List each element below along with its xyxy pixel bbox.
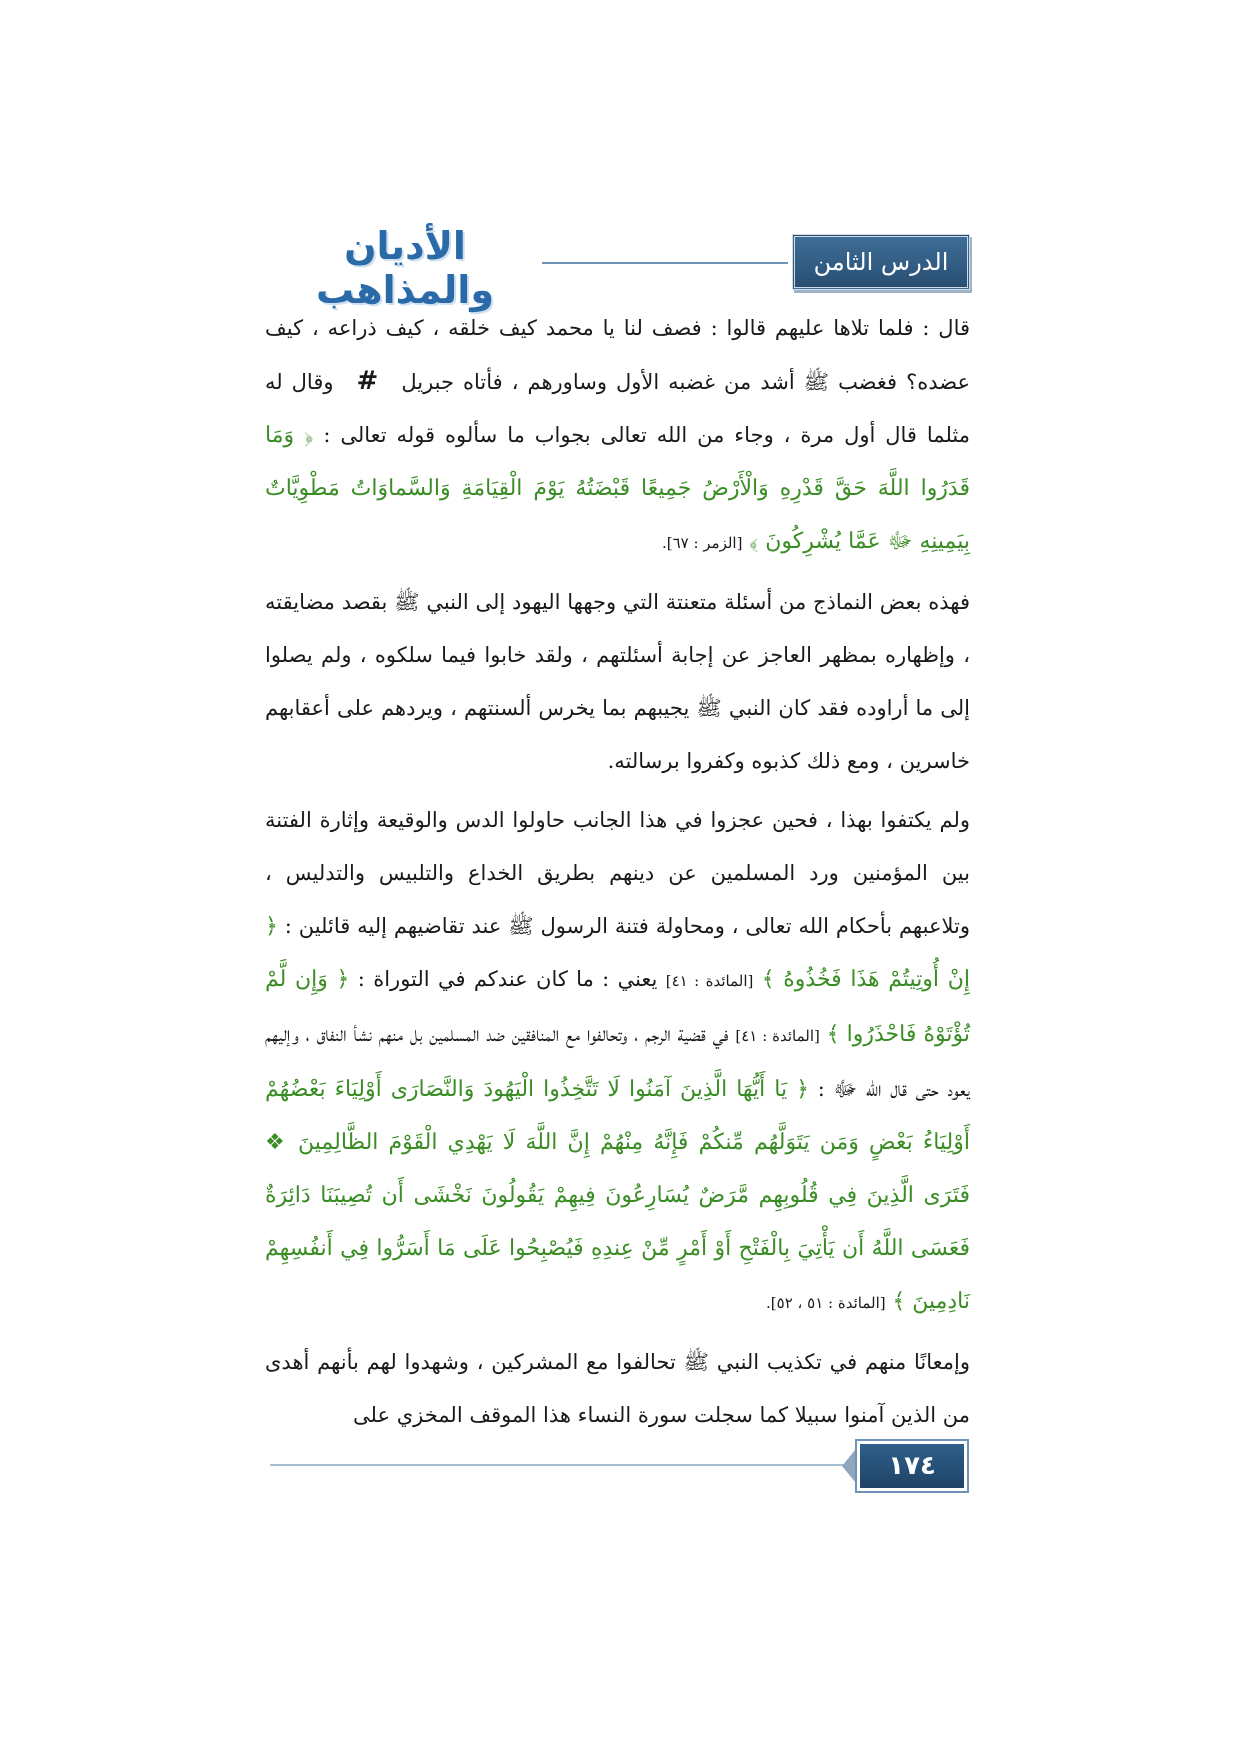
page-number-tab [842,1444,860,1488]
paragraph-text: في قضية الرجم ، وتحالفوا مع المنافقين ضد المسلمين بل منهم نشأ النفاق ، وإليهم يعود حتى قال الله ﷻ : [265,1022,970,1101]
book-title: الأديان والمذاهب [316,224,494,312]
paragraph-text: قال : فلما تلاها عليهم قالوا : فصف لنا يا محمد كيف خلقه ، كيف ذراعه ، كيف عضده؟ فغضب ﷺ أشد من غضبه الأول وساورهم ، فأتاه جبريل [265,316,970,394]
paragraph-3 [265,794,970,1330]
paragraph-2 [265,576,970,788]
page-body [265,302,970,1448]
hash-symbol: # [356,366,379,396]
quran-verse: ﴿ وَإِن لَّمْ تُؤْتَوْهُ فَاحْذَرُوا ﴾ [265,967,970,1047]
verse-reference: [المائدة : ٥١ ، ٥٢]. [766,1294,886,1312]
footer-divider [270,1464,880,1466]
paragraph-text: ولم يكتفوا بهذا ، فحين عجزوا في هذا الجانب حاولوا الدس والوقيعة وإثارة الفتنة بين المؤمنين ورد المسلمين عن دينهم بطريق الخداع والتلبيس والتدليس ، وتلاعبهم بأحكام الله تعالى ، ومحاولة فتنة الرسول ﷺ عند تقاضيهم إليه قائلين : [265,808,970,938]
quran-verse: ﴿ يَا أَيُّهَا الَّذِينَ آمَنُوا لَا تَتَّخِذُوا الْيَهُودَ وَالنَّصَارَى أَوْلِيَاءَ بَعْضُهُمْ أَوْلِيَاءُ بَعْضٍ وَمَن يَتَوَلَّهُم مِّنكُمْ فَإِنَّهُ مِنْهُمْ إِنَّ اللَّهَ لَا يَهْدِي الْقَوْمَ الظَّالِمِينَ ❖ فَتَرَى الَّذِينَ فِي قُلُوبِهِم مَّرَضٌ يُسَارِعُونَ فِيهِمْ يَقُولُونَ نَخْشَى أَن تُصِيبَنَا دَائِرَةٌ فَعَسَى اللَّهُ أَن يَأْتِيَ بِالْفَتْحِ أَوْ أَمْرٍ مِّنْ عِندِهِ فَيُصْبِحُوا عَلَى مَا أَسَرُّوا فِي أَنفُسِهِمْ نَادِمِينَ ﴾ [265,1077,970,1314]
verse-reference: [المائدة : ٤١] [665,972,754,990]
paragraph-text: وقال له مثلما قال أول مرة ، وجاء من الله تعالى بجواب ما سألوه قوله تعالى : [265,370,970,447]
page-header [270,224,970,312]
paragraph-4 [265,1336,970,1442]
verse-reference: [المائدة : ٤١] [735,1027,820,1045]
page-number: ١٧٤ [860,1444,964,1488]
paragraph-text: يعني : ما كان عندكم في التوراة : [357,967,658,991]
verse-reference: [الزمر : ٦٧]. [661,534,743,552]
header-divider [542,262,788,264]
paragraph-text: وإمعانًا منهم في تكذيب النبي ﷺ تحالفوا مع المشركين ، وشهدوا لهم بأنهم أهدى من الذين آمنوا سبيلا كما سجلت سورة النساء هذا الموقف المخزي على [265,1350,970,1427]
quran-verse: ﴿ إِنْ أُوتِيتُمْ هَذَا فَخُذُوهُ ﴾ [265,914,970,992]
lesson-label: الدرس الثامن [792,234,970,290]
paragraph-1 [265,302,970,570]
paragraph-text: فهذه بعض النماذج من أسئلة متعنتة التي وجهها اليهود إلى النبي ﷺ بقصد مضايقته ، وإظهاره بمظهر العاجز عن إجابة أسئلتهم ، ولقد خابوا فيما سلكوه ، ولم يصلوا إلى ما أراوده فقد كان النبي ﷺ يجيبهم بما يخرس ألسنتهم ، ويردهم على أعقابهم خاسرين ، ومع ذلك كذبوه وكفروا برسالته. [265,590,970,773]
quran-verse: ﴿ وَمَا قَدَرُوا اللَّهَ حَقَّ قَدْرِهِ وَالْأَرْضُ جَمِيعًا قَبْضَتُهُ يَوْمَ الْقِيَامَةِ وَالسَّماوَاتُ مَطْوِيَّاتٌ بِيَمِينِهِ ﷻ عَمَّا يُشْرِكُونَ ﴾ [265,423,971,554]
